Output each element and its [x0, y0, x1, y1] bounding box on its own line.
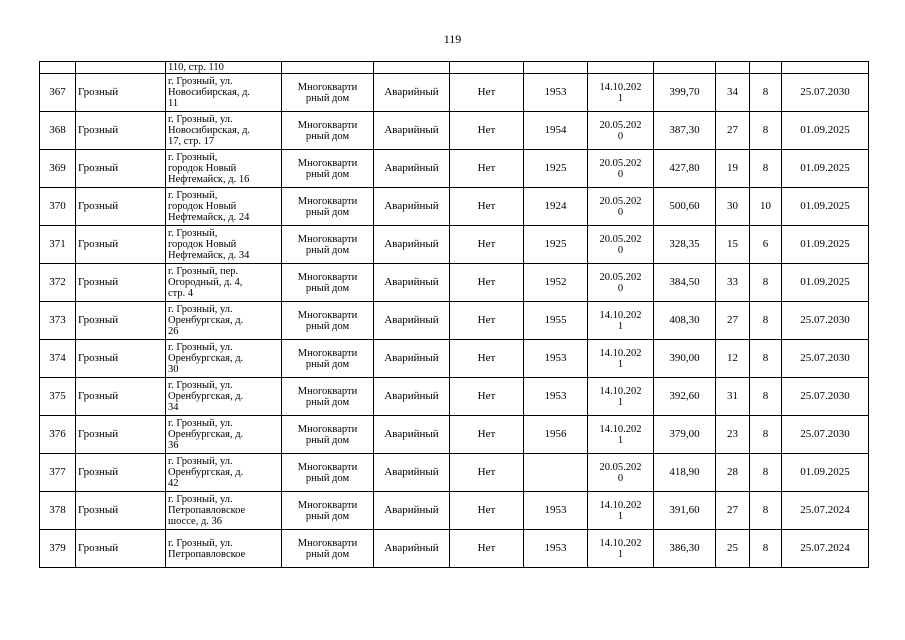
table-row	[40, 302, 869, 340]
area-cell: 391,60	[654, 492, 716, 530]
planned-date-cell: 01.09.2025	[782, 112, 869, 150]
building-type-cell	[282, 454, 374, 492]
recognition-date-cell	[588, 492, 654, 530]
planned-date-cell: 01.09.2025	[782, 150, 869, 188]
cell-empty	[750, 62, 782, 74]
building-type-cell	[282, 226, 374, 264]
address-cell	[166, 226, 282, 264]
address-line: г. Грозный,	[168, 190, 218, 201]
residents-cell: 25	[716, 530, 750, 568]
recognition-date-cell	[588, 340, 654, 378]
relocated-cell: Нет	[450, 378, 524, 416]
apartments-cell: 8	[750, 530, 782, 568]
relocated-cell: Нет	[450, 340, 524, 378]
address-line: Оренбургская, д.	[168, 353, 244, 364]
building-type-line: рный дом	[305, 548, 350, 560]
date-line: 20.05.202	[599, 195, 642, 207]
residents-cell: 23	[716, 416, 750, 454]
residents-cell: 12	[716, 340, 750, 378]
city-cell: Грозный	[76, 340, 166, 378]
planned-date-cell: 01.09.2025	[782, 226, 869, 264]
date-line: 14.10.202	[599, 81, 642, 93]
building-type-cell	[282, 378, 374, 416]
planned-date-cell: 01.09.2025	[782, 264, 869, 302]
address-line: Нефтемайск, д. 34	[168, 250, 250, 261]
address-cell	[166, 492, 282, 530]
address-line: Огородный, д. 4,	[168, 277, 243, 288]
date-line: 14.10.202	[599, 385, 642, 397]
page-number: 119	[443, 32, 462, 46]
year-cell: 1925	[524, 150, 588, 188]
planned-date-cell: 25.07.2024	[782, 530, 869, 568]
address-cell	[166, 378, 282, 416]
year-cell: 1953	[524, 530, 588, 568]
relocated-cell: Нет	[450, 112, 524, 150]
apartments-cell: 8	[750, 378, 782, 416]
area-cell: 399,70	[654, 74, 716, 112]
relocated-cell: Нет	[450, 74, 524, 112]
year-cell: 1953	[524, 74, 588, 112]
building-type-cell	[282, 188, 374, 226]
date-line: 14.10.202	[599, 423, 642, 435]
relocated-cell: Нет	[450, 150, 524, 188]
address-cell	[166, 112, 282, 150]
area-cell: 427,80	[654, 150, 716, 188]
row-number: 374	[40, 340, 76, 378]
recognition-date-cell	[588, 188, 654, 226]
date-line: 1	[617, 320, 624, 332]
apartments-cell: 8	[750, 416, 782, 454]
date-line: 0	[617, 244, 624, 256]
date-line: 20.05.202	[599, 461, 642, 473]
cell-empty	[524, 62, 588, 74]
address-line: Оренбургская, д.	[168, 429, 244, 440]
date-line: 1	[617, 434, 624, 446]
city-cell: Грозный	[76, 492, 166, 530]
housing-registry-table	[39, 61, 869, 568]
table-row	[40, 112, 869, 150]
residents-cell: 34	[716, 74, 750, 112]
residents-cell: 27	[716, 492, 750, 530]
apartments-cell: 6	[750, 226, 782, 264]
date-line: 0	[617, 130, 624, 142]
relocated-cell: Нет	[450, 492, 524, 530]
building-type-cell	[282, 264, 374, 302]
building-type-line: рный дом	[305, 434, 350, 446]
address-line: Новосибирская, д.	[168, 87, 251, 98]
row-number: 376	[40, 416, 76, 454]
status-cell: Аварийный	[374, 264, 450, 302]
row-number: 371	[40, 226, 76, 264]
date-line: 14.10.202	[599, 499, 642, 511]
recognition-date-cell	[588, 74, 654, 112]
year-cell: 1924	[524, 188, 588, 226]
table-row	[40, 378, 869, 416]
table-row	[40, 264, 869, 302]
year-cell: 1953	[524, 378, 588, 416]
residents-cell: 27	[716, 302, 750, 340]
planned-date-cell: 25.07.2030	[782, 378, 869, 416]
address-line: Петропавловское	[168, 505, 246, 516]
date-line: 1	[617, 548, 624, 560]
building-type-line: рный дом	[305, 320, 350, 332]
address-line: стр. 4	[168, 288, 194, 299]
address-cell	[166, 74, 282, 112]
city-cell: Грозный	[76, 416, 166, 454]
date-line: 20.05.202	[599, 157, 642, 169]
address-line: г. Грозный, ул.	[168, 380, 233, 391]
cell-empty	[374, 62, 450, 74]
city-cell: Грозный	[76, 530, 166, 568]
date-line: 0	[617, 206, 624, 218]
residents-cell: 15	[716, 226, 750, 264]
city-cell: Грозный	[76, 150, 166, 188]
apartments-cell: 8	[750, 340, 782, 378]
building-type-cell	[282, 416, 374, 454]
building-type-line: Многокварти	[297, 499, 358, 511]
city-cell: Грозный	[76, 378, 166, 416]
address-line: 17, стр. 17	[168, 136, 215, 147]
building-type-line: Многокварти	[297, 309, 358, 321]
table-row	[40, 454, 869, 492]
building-type-line: рный дом	[305, 282, 350, 294]
apartments-cell: 8	[750, 454, 782, 492]
address-line: Новосибирская, д.	[168, 125, 251, 136]
row-number: 372	[40, 264, 76, 302]
planned-date-cell: 25.07.2030	[782, 302, 869, 340]
year-cell: 1953	[524, 340, 588, 378]
building-type-cell	[282, 340, 374, 378]
address-line: г. Грозный, ул.	[168, 342, 233, 353]
city-cell: Грозный	[76, 112, 166, 150]
table-row	[40, 492, 869, 530]
address-line: Оренбургская, д.	[168, 315, 244, 326]
area-cell: 418,90	[654, 454, 716, 492]
apartments-cell: 8	[750, 492, 782, 530]
residents-cell: 28	[716, 454, 750, 492]
address-line: г. Грозный,	[168, 228, 218, 239]
building-type-line: Многокварти	[297, 537, 358, 549]
building-type-line: рный дом	[305, 472, 350, 484]
status-cell: Аварийный	[374, 378, 450, 416]
year-cell: 1952	[524, 264, 588, 302]
status-cell: Аварийный	[374, 112, 450, 150]
area-cell: 328,35	[654, 226, 716, 264]
building-type-line: Многокварти	[297, 157, 358, 169]
city-cell: Грозный	[76, 302, 166, 340]
recognition-date-cell	[588, 112, 654, 150]
relocated-cell: Нет	[450, 264, 524, 302]
address-line: шоссе, д. 36	[168, 516, 223, 527]
year-cell: 1956	[524, 416, 588, 454]
date-line: 1	[617, 358, 624, 370]
address-line: г. Грозный, ул.	[168, 418, 233, 429]
address-cell	[166, 302, 282, 340]
address-line: 42	[168, 478, 179, 489]
building-type-line: рный дом	[305, 168, 350, 180]
recognition-date-cell	[588, 226, 654, 264]
address-cell	[166, 454, 282, 492]
relocated-cell: Нет	[450, 454, 524, 492]
row-number: 373	[40, 302, 76, 340]
building-type-line: рный дом	[305, 206, 350, 218]
status-cell: Аварийный	[374, 150, 450, 188]
building-type-line: Многокварти	[297, 233, 358, 245]
recognition-date-cell	[588, 378, 654, 416]
relocated-cell: Нет	[450, 226, 524, 264]
recognition-date-cell	[588, 302, 654, 340]
planned-date-cell: 25.07.2030	[782, 74, 869, 112]
apartments-cell: 8	[750, 74, 782, 112]
address-line: 36	[168, 440, 179, 451]
building-type-line: рный дом	[305, 244, 350, 256]
address-line: городок Новый	[168, 201, 237, 212]
apartments-cell: 8	[750, 264, 782, 302]
date-line: 20.05.202	[599, 119, 642, 131]
residents-cell: 27	[716, 112, 750, 150]
address-line: городок Новый	[168, 239, 237, 250]
area-cell: 386,30	[654, 530, 716, 568]
relocated-cell: Нет	[450, 302, 524, 340]
table-row	[40, 530, 869, 568]
building-type-line: рный дом	[305, 130, 350, 142]
status-cell: Аварийный	[374, 530, 450, 568]
address-line: г. Грозный, ул.	[168, 76, 233, 87]
building-type-line: Многокварти	[297, 347, 358, 359]
address-line: Оренбургская, д.	[168, 467, 244, 478]
table-row	[40, 416, 869, 454]
row-number: 369	[40, 150, 76, 188]
address-line: г. Грозный, ул.	[168, 494, 233, 505]
status-cell: Аварийный	[374, 492, 450, 530]
address-line: г. Грозный, ул.	[168, 114, 233, 125]
status-cell: Аварийный	[374, 416, 450, 454]
area-cell: 390,00	[654, 340, 716, 378]
recognition-date-cell	[588, 264, 654, 302]
year-cell: 1925	[524, 226, 588, 264]
status-cell: Аварийный	[374, 188, 450, 226]
area-cell: 500,60	[654, 188, 716, 226]
cell-empty	[450, 62, 524, 74]
cell-empty	[76, 62, 166, 74]
date-line: 0	[617, 168, 624, 180]
building-type-line: рный дом	[305, 92, 350, 104]
address-line: 11	[168, 98, 179, 109]
status-cell: Аварийный	[374, 226, 450, 264]
residents-cell: 33	[716, 264, 750, 302]
address-cell	[166, 530, 282, 568]
city-cell: Грозный	[76, 226, 166, 264]
address-line: г. Грозный, ул.	[168, 456, 233, 467]
cell-empty	[588, 62, 654, 74]
relocated-cell: Нет	[450, 188, 524, 226]
table-row	[40, 340, 869, 378]
cell-empty	[716, 62, 750, 74]
year-cell: 1953	[524, 492, 588, 530]
area-cell: 387,30	[654, 112, 716, 150]
building-type-line: рный дом	[305, 510, 350, 522]
date-line: 1	[617, 510, 624, 522]
apartments-cell: 8	[750, 112, 782, 150]
city-cell: Грозный	[76, 74, 166, 112]
cell-empty	[782, 62, 869, 74]
date-line: 0	[617, 282, 624, 294]
address-line: г. Грозный, ул.	[168, 537, 233, 549]
city-cell: Грозный	[76, 264, 166, 302]
area-cell: 384,50	[654, 264, 716, 302]
relocated-cell: Нет	[450, 416, 524, 454]
address-cell	[166, 340, 282, 378]
planned-date-cell: 25.07.2030	[782, 340, 869, 378]
planned-date-cell: 25.07.2024	[782, 492, 869, 530]
row-number: 378	[40, 492, 76, 530]
recognition-date-cell	[588, 150, 654, 188]
city-cell: Грозный	[76, 188, 166, 226]
apartments-cell: 8	[750, 150, 782, 188]
status-cell: Аварийный	[374, 454, 450, 492]
planned-date-cell: 01.09.2025	[782, 188, 869, 226]
cell-empty	[282, 62, 374, 74]
building-type-line: Многокварти	[297, 461, 358, 473]
building-type-line: рный дом	[305, 358, 350, 370]
year-cell: 1955	[524, 302, 588, 340]
address-cell	[166, 264, 282, 302]
date-line: 14.10.202	[599, 347, 642, 359]
building-type-cell	[282, 74, 374, 112]
apartments-cell: 8	[750, 302, 782, 340]
status-cell: Аварийный	[374, 74, 450, 112]
cell-empty	[40, 62, 76, 74]
year-cell: 1954	[524, 112, 588, 150]
building-type-line: рный дом	[305, 396, 350, 408]
row-number: 367	[40, 74, 76, 112]
address-cell	[166, 416, 282, 454]
building-type-line: Многокварти	[297, 119, 358, 131]
address-line: Оренбургская, д.	[168, 391, 244, 402]
address-line: Нефтемайск, д. 24	[168, 212, 250, 223]
date-line: 20.05.202	[599, 233, 642, 245]
area-cell: 408,30	[654, 302, 716, 340]
relocated-cell: Нет	[450, 530, 524, 568]
table-row	[40, 150, 869, 188]
building-type-cell	[282, 530, 374, 568]
building-type-cell	[282, 492, 374, 530]
address-line: Петропавловское	[168, 548, 246, 560]
residents-cell: 19	[716, 150, 750, 188]
row-number: 379	[40, 530, 76, 568]
recognition-date-cell	[588, 530, 654, 568]
address-line: г. Грозный,	[168, 152, 218, 163]
date-line: 20.05.202	[599, 271, 642, 283]
apartments-cell: 10	[750, 188, 782, 226]
address-line: г. Грозный, ул.	[168, 304, 233, 315]
status-cell: Аварийный	[374, 302, 450, 340]
address-line: городок Новый	[168, 163, 237, 174]
row-number: 375	[40, 378, 76, 416]
table-row	[40, 74, 869, 112]
building-type-line: Многокварти	[297, 195, 358, 207]
date-line: 14.10.202	[599, 309, 642, 321]
date-line: 14.10.202	[599, 537, 642, 549]
row-number: 368	[40, 112, 76, 150]
date-line: 0	[617, 472, 624, 484]
table-row	[40, 226, 869, 264]
address-cell	[166, 188, 282, 226]
address-line: г. Грозный, пер.	[168, 266, 239, 277]
recognition-date-cell	[588, 416, 654, 454]
year-cell	[524, 454, 588, 492]
row-number: 377	[40, 454, 76, 492]
cell-empty	[654, 62, 716, 74]
planned-date-cell: 25.07.2030	[782, 416, 869, 454]
city-cell: Грозный	[76, 454, 166, 492]
building-type-line: Многокварти	[297, 385, 358, 397]
address-line: Нефтемайск, д. 16	[168, 174, 250, 185]
date-line: 1	[617, 92, 624, 104]
row-number: 370	[40, 188, 76, 226]
continuation-address: 110, стр. 110	[166, 62, 282, 74]
table-row	[40, 188, 869, 226]
building-type-line: Многокварти	[297, 271, 358, 283]
building-type-cell	[282, 112, 374, 150]
continuation-row	[40, 62, 869, 74]
area-cell: 379,00	[654, 416, 716, 454]
building-type-cell	[282, 302, 374, 340]
status-cell: Аварийный	[374, 340, 450, 378]
residents-cell: 31	[716, 378, 750, 416]
building-type-cell	[282, 150, 374, 188]
residents-cell: 30	[716, 188, 750, 226]
date-line: 1	[617, 396, 624, 408]
address-line: 26	[168, 326, 179, 337]
building-type-line: Многокварти	[297, 81, 358, 93]
recognition-date-cell	[588, 454, 654, 492]
address-line: 34	[168, 402, 179, 413]
building-type-line: Многокварти	[297, 423, 358, 435]
address-line: 30	[168, 364, 179, 375]
planned-date-cell: 01.09.2025	[782, 454, 869, 492]
area-cell: 392,60	[654, 378, 716, 416]
address-cell	[166, 150, 282, 188]
